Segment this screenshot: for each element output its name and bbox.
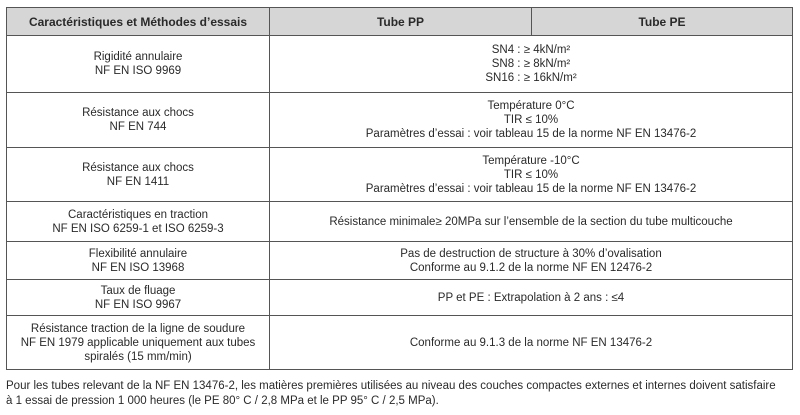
row-method: Résistance aux chocs NF EN 1411 [7,148,270,202]
header-characteristics: Caractéristiques et Méthodes d’essais [7,8,270,36]
header-tube-pp: Tube PP [270,8,532,36]
table-row [7,93,793,148]
table-row [7,316,793,370]
header-tube-pe: Tube PE [532,8,793,36]
row-method: Taux de fluage NF EN ISO 9967 [7,280,270,316]
table-row [7,242,793,280]
row-value: PP et PE : Extrapolation à 2 ans : ≤4 [270,280,793,316]
table-header-row [7,8,793,36]
row-value: Résistance minimale≥ 20MPa sur l’ensemble de la section du tube multicouche [270,202,793,242]
table-row [7,280,793,316]
row-value: Température 0°C TIR ≤ 10% Paramètres d’essai : voir tableau 15 de la norme NF EN 13476-2 [270,93,793,148]
row-value: Conforme au 9.1.3 de la norme NF EN 13476-2 [270,316,793,370]
row-method: Résistance traction de la ligne de soudure NF EN 1979 applicable uniquement aux tubes spiralés (15 mm/min) [7,316,270,370]
row-method: Rigidité annulaire NF EN ISO 9969 [7,36,270,93]
row-value: SN4 : ≥ 4kN/m² SN8 : ≥ 8kN/m² SN16 : ≥ 16kN/m² [270,36,793,93]
footnote [6,379,792,408]
row-method: Flexibilité annulaire NF EN ISO 13968 [7,242,270,280]
table-row [7,202,793,242]
row-method: Résistance aux chocs NF EN 744 [7,93,270,148]
footnote-line: Pour les tubes relevant de la NF EN 13476-2, les matières premières utilisées au niveau des couches compactes externes et internes doivent satisfaire [6,380,776,392]
specifications-table [6,7,793,370]
row-value: Pas de destruction de structure à 30% d’ovalisation Conforme au 9.1.2 de la norme NF EN 12476-2 [270,242,793,280]
row-method: Caractéristiques en traction NF EN ISO 6259-1 et ISO 6259-3 [7,202,270,242]
table-row [7,36,793,93]
footnote-line: à 1 essai de pression 1 000 heures (le PE 80° C / 2,8 MPa et le PP 95° C / 2,5 MPa). [6,394,439,407]
table-row [7,148,793,202]
row-value: Température -10°C TIR ≤ 10% Paramètres d’essai : voir tableau 15 de la norme NF EN 13476-2 [270,148,793,202]
